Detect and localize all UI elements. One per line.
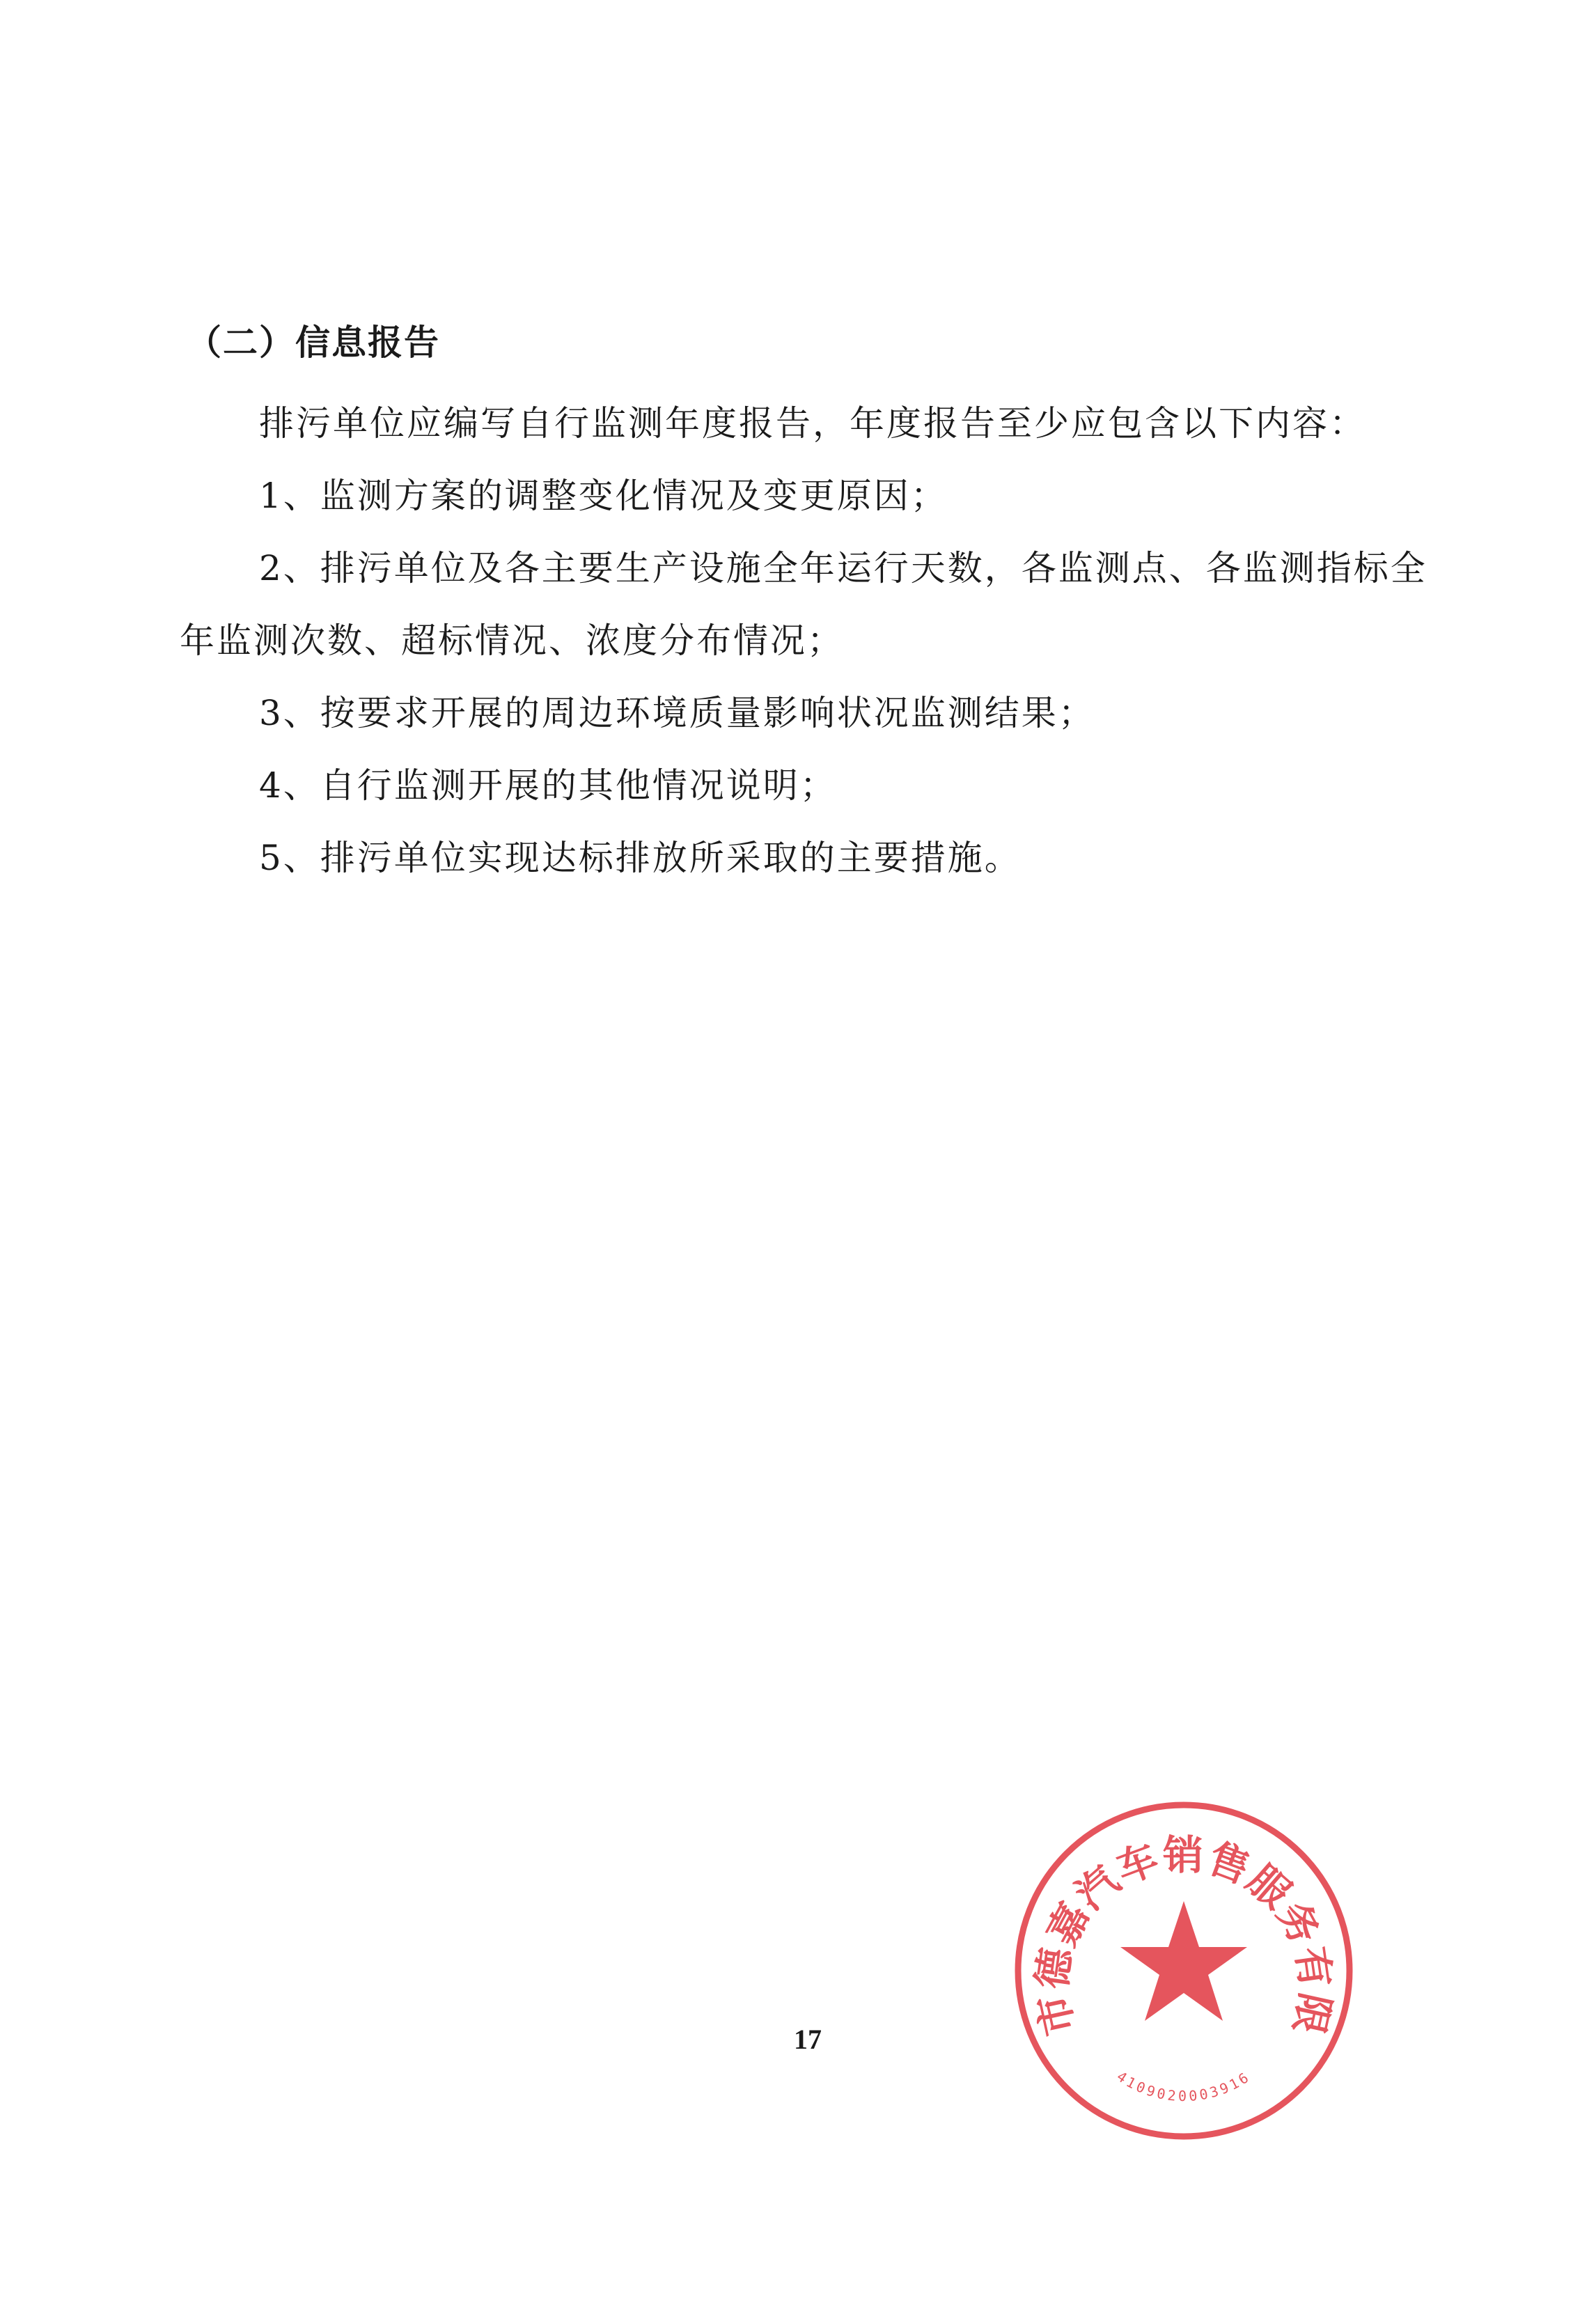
svg-text:4109020003916: 4109020003916 xyxy=(1113,2068,1254,2105)
section-heading: （二）信息报告 xyxy=(187,322,440,363)
seal-star-icon xyxy=(1120,1901,1247,2021)
list-item-2-continued: 年监测次数、超标情况、浓度分布情况； xyxy=(180,620,844,661)
list-item-3: 3、按要求开展的周边环境质量影响状况监测结果； xyxy=(259,693,1095,733)
company-seal xyxy=(1003,1790,1365,2152)
page-number: 17 xyxy=(794,2024,822,2055)
list-item-5: 5、排污单位实现达标排放所采取的主要措施。 xyxy=(259,838,1022,878)
list-item-4: 4、自行监测开展的其他情况说明； xyxy=(259,765,837,806)
list-item-1: 1、监测方案的调整变化情况及变更原因； xyxy=(259,476,948,516)
svg-text:信阳市德嘉汽车销售服务有限公司: 市德嘉汽车销售服务有限 xyxy=(1027,1831,1340,2040)
list-item-2: 2、排污单位及各主要生产设施全年运行天数，各监测点、各监测指标全 xyxy=(259,548,1427,588)
paragraph-intro: 排污单位应编写自行监测年度报告，年度报告至少应包含以下内容： xyxy=(259,403,1366,444)
